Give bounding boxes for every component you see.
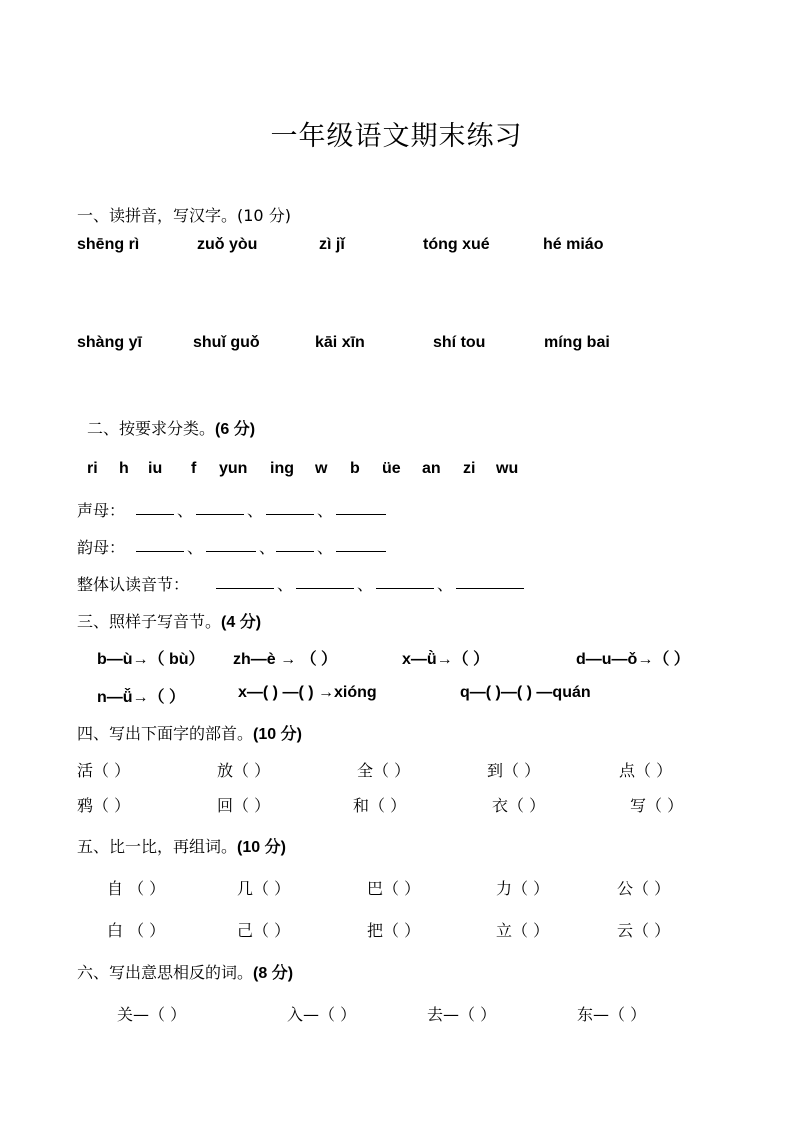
radical-item: 放（ ） [217,761,271,780]
letter-item: iu [148,460,163,477]
antonym-item: 去—（ ） [427,1005,497,1024]
page-title: 一年级语文期末练习 [270,121,523,152]
section-5-heading [77,834,286,857]
yunmu-label: 韵母： [77,538,126,557]
syllable-item: x—( ) —( ) →xióng [238,684,377,701]
answer-blank[interactable] [206,537,256,552]
pinyin-item: hé miáo [543,236,604,253]
pinyin-item: shí tou [433,334,486,351]
answer-blank[interactable] [336,537,386,552]
compare-item: 公（ ） [617,879,671,898]
letter-item: f [191,460,197,477]
radical-item: 衣（ ） [492,796,546,815]
letter-item: h [119,460,129,477]
separator: 、 [357,575,374,594]
section-5-heading-text: 五、比一比，再组词。 [77,837,238,856]
section-6-heading-text: 六、写出意思相反的词。 [77,963,254,982]
section-6-heading [77,960,293,983]
compare-item: 几（ ） [237,879,291,898]
radical-item: 回（ ） [217,796,271,815]
letter-item: an [422,460,441,477]
shengmu-label: 声母： [77,501,126,520]
answer-blank[interactable] [216,574,274,589]
pinyin-item: kāi xīn [315,334,365,351]
answer-blank[interactable] [456,574,524,589]
section-6-score: (8 分) [253,965,294,982]
antonym-item: 东—（ ） [577,1005,647,1024]
letter-item: w [315,460,328,477]
syllable-item: x—ǜ→（ ） [402,651,490,668]
separator: 、 [317,501,334,520]
compare-item: 巴（ ） [367,879,421,898]
separator: 、 [317,538,334,557]
compare-item: 立（ ） [496,921,550,940]
radical-item: 点（ ） [619,761,673,780]
separator: 、 [187,538,204,557]
antonym-item: 关—（ ） [117,1005,187,1024]
syllable-item: b—ù→（ bù） [97,651,205,668]
separator: 、 [259,538,276,557]
radical-item: 鸦（ ） [77,796,131,815]
syllable-item: q—( )—( ) —quán [460,684,591,701]
radical-item: 全（ ） [357,761,411,780]
zhengti-label: 整体认读音节： [77,575,190,594]
pinyin-item: míng bai [544,334,610,351]
letter-item: yun [219,460,248,477]
section-4-heading [77,721,302,744]
answer-blank[interactable] [136,500,174,515]
syllable-item: zh—è → （ ） [233,651,338,668]
separator: 、 [437,575,454,594]
section-2-heading [87,416,255,439]
compare-item: 云（ ） [617,921,671,940]
separator: 、 [247,501,264,520]
pinyin-item: shàng yī [77,334,142,351]
section-2-score: (6 分) [215,421,256,438]
letter-item: ing [270,460,294,477]
radical-item: 活（ ） [77,761,131,780]
compare-item: 己（ ） [237,921,291,940]
compare-item: 力（ ） [496,879,550,898]
pinyin-item: tóng xué [423,236,490,253]
answer-blank[interactable] [276,537,314,552]
pinyin-item: shuǐ guǒ [193,334,260,351]
section-4-score: (10 分) [253,726,302,743]
letter-item: ri [87,460,98,477]
answer-blank[interactable] [266,500,314,515]
separator: 、 [277,575,294,594]
section-3-score: (4 分) [221,614,262,631]
pinyin-item: zuǒ yòu [197,236,258,253]
pinyin-item: zì jǐ [319,236,345,253]
syllable-item: d—u—ǒ→（ ） [576,651,690,668]
compare-item: 自 （ ） [107,879,166,898]
answer-blank[interactable] [196,500,244,515]
section-3-heading [77,609,261,632]
section-4-heading-text: 四、写出下面字的部首。 [77,724,254,743]
answer-blank[interactable] [336,500,386,515]
radical-item: 和（ ） [353,796,407,815]
letter-item: üe [382,460,401,477]
section-5-score: (10 分) [237,839,286,856]
answer-blank[interactable] [296,574,354,589]
letter-item: b [350,460,360,477]
compare-item: 白 （ ） [107,921,166,940]
compare-item: 把（ ） [367,921,421,940]
answer-blank[interactable] [136,537,184,552]
letter-item: zi [463,460,476,477]
radical-item: 写（ ） [630,796,684,815]
section-1-heading: 一、读拼音，写汉字。(10 分) [77,206,291,225]
pinyin-item: shēng rì [77,236,140,253]
separator: 、 [177,501,194,520]
syllable-item: n—ǚ→（ ） [97,689,185,706]
section-2-heading-text: 二、按要求分类。 [87,419,216,438]
letter-item: wu [496,460,519,477]
answer-blank[interactable] [376,574,434,589]
antonym-item: 入—（ ） [287,1005,357,1024]
section-3-heading-text: 三、照样子写音节。 [77,612,222,631]
radical-item: 到（ ） [487,761,541,780]
